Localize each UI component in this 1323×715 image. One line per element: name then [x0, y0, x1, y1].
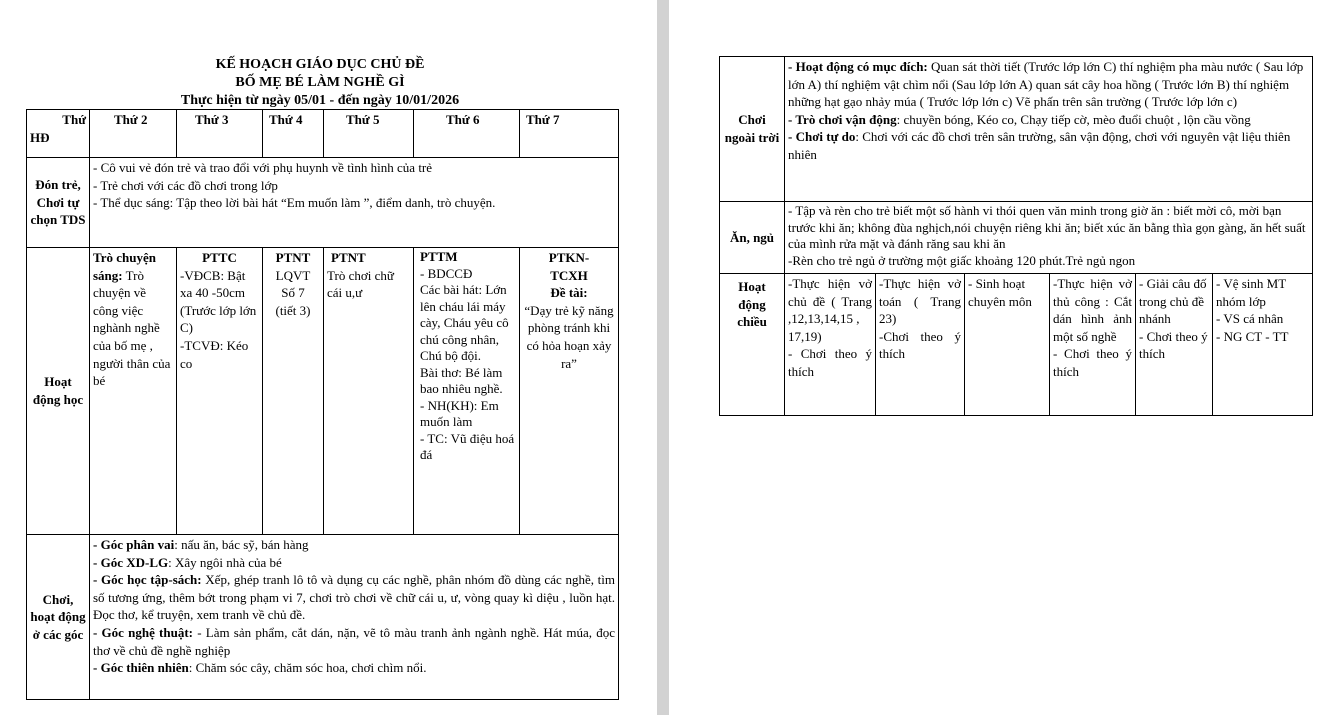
- don-tre-line-2: - Trẻ chơi với các đồ chơi trong lớp: [93, 177, 278, 193]
- hdh-thu-4: [263, 248, 324, 535]
- chieu-thu-5-line-1: -Thực hiện vở thủ công : Cắt dán hình ảnh một số nghề: [1053, 276, 1132, 344]
- hdh-thu-4-line-3: (tiết 3): [275, 302, 311, 318]
- ngoai-troi-item-tu-do-bold: - Chơi tự do: [788, 129, 856, 145]
- ngoai-troi-item-muc-dich-bold: - Hoạt động có mục đích:: [788, 59, 928, 74]
- chieu-thu-7: [1213, 274, 1313, 416]
- an-ngu-line-1: - Tập và rèn cho trẻ biết một số hành vi thói quen văn minh trong giờ ăn : biết mời cô, mời bạn trước khi ăn; không đùa nghịch,nói chuyện riêng khi ăn; biết xúc ăn bằng thìa gọn gàng, ăn hết suất của mình rửa mặt và đánh răng sau khi ăn: [788, 203, 1306, 251]
- chieu-thu-4-line-1: - Sinh hoạt chuyên môn: [968, 276, 1032, 309]
- hdh-thu-7: [520, 248, 619, 535]
- ngoai-troi-content: [785, 57, 1313, 202]
- chieu-thu-2-line-2: 17,19): [788, 328, 822, 344]
- hdh-thu-6: [414, 248, 520, 535]
- goc-item-hoc-tap-text: Xếp, ghép tranh lô tô và dụng cụ các nghề, phân nhóm đồ dùng các nghề, tìm số tương ứng, thêm bớt trong phạm vi 7, chơi trò chơi về chữ cái u, ư, vòng quay kì diệu , luồn hạt. Đọc thơ, kể truyện, xem tranh về chủ đề.: [93, 572, 615, 623]
- hdh-thu-2-bold: Trò chuyện sáng:: [93, 250, 156, 283]
- plan-title: KẾ HOẠCH GIÁO DỤC CHỦ ĐỀ: [215, 57, 425, 72]
- goc-item-nghe-thuat-bold: - Góc nghệ thuật:: [93, 624, 194, 640]
- chieu-thu-7-line-2: - VS cá nhân: [1216, 311, 1284, 327]
- page-gap: [657, 0, 669, 715]
- goc-item-xd-lg-text: : Xây ngôi nhà của bé: [168, 554, 282, 570]
- afternoon-plan-table: [719, 56, 1313, 416]
- goc-item-phan-vai: [93, 536, 615, 554]
- don-tre-label: Đón trẻ, Chơi tự chọn TDS: [27, 158, 90, 248]
- theme-title: BỐ MẸ BÉ LÀM NGHỀ GÌ: [235, 75, 405, 90]
- goc-label: Chơi, hoạt động ở các góc: [27, 535, 90, 700]
- goc-item-hoc-tap: [93, 571, 615, 624]
- don-tre-row: [27, 158, 619, 248]
- ngoai-troi-item-van-dong-text: : chuyền bóng, Kéo co, Chạy tiếp cờ, mèo đuổi chuột , lộn cầu vồng: [896, 111, 1251, 127]
- hdh-thu-7-head-3: Đề tài:: [550, 285, 588, 301]
- hdh-thu-6-line-5: - TC: Vũ điệu hoá đá: [420, 430, 515, 462]
- header-corner-cell: [27, 110, 90, 158]
- don-tre-content: [90, 158, 619, 248]
- chieu-thu-3-line-1: -Thực hiện vở toán ( Trang 23): [879, 276, 961, 327]
- hdh-thu-6-line-4: - NH(KH): Em muốn làm: [420, 397, 499, 429]
- don-tre-line-1: - Cô vui vẻ đón trẻ và trao đổi với phụ huynh về tình hình của trẻ: [93, 160, 433, 175]
- document-page-1: [0, 0, 657, 715]
- document-page-2: [669, 0, 1323, 715]
- chieu-thu-3: [876, 274, 965, 416]
- chieu-thu-5-line-2: - Chơi theo ý thích: [1053, 346, 1132, 379]
- hdh-thu-7-head-1: PTKN-: [548, 250, 590, 265]
- hdh-thu-4-head: PTNT: [275, 250, 311, 265]
- an-ngu-label: Ăn, ngủ: [720, 202, 785, 274]
- hoat-dong-hoc-label: Hoạt động học: [27, 248, 90, 535]
- goc-item-thien-nhien-bold: - Góc thiên nhiên: [93, 660, 189, 676]
- header-thu-4: Thứ 4: [263, 110, 324, 158]
- ngoai-troi-item-muc-dich: [788, 58, 1309, 111]
- hdh-thu-6-head: PTTM: [420, 249, 458, 264]
- goc-row: [27, 535, 619, 700]
- don-tre-line-3: - Thể dục sáng: Tập theo lời bài hát “Em muốn làm ”, điểm danh, trò chuyện.: [93, 195, 496, 211]
- hdh-thu-2-text: Trò chuyện về công việc nghành nghề của bố mẹ , người thân của bé: [93, 267, 171, 389]
- hdh-thu-3-line-1: -VĐCB: Bật xa 40 -50cm (Trước lớp lớn C): [180, 267, 257, 336]
- header-thu-5: Thứ 5: [324, 110, 414, 158]
- hdh-thu-2: [90, 248, 177, 535]
- hdh-thu-3-line-2: -TCVĐ: Kéo co: [180, 337, 249, 371]
- hdh-thu-5-line-1: Trò chơi chữ cái u,ư: [327, 267, 394, 301]
- goc-item-nghe-thuat-text: - Làm sản phẩm, cắt dán, nặn, vẽ tô màu tranh ảnh ngành nghề. Hát múa, đọc thơ về chủ đề nghề nghiệp: [93, 624, 616, 658]
- hdh-thu-6-line-3: Bài thơ: Bé làm bao nhiêu nghề.: [420, 364, 503, 396]
- chieu-row: [720, 274, 1313, 416]
- chieu-thu-2-line-1: -Thực hiện vở chủ đề ( Trang ,12,13,14,15 ,: [788, 276, 872, 327]
- ngoai-troi-item-tu-do-text: : Chơi với các đồ chơi trên sân trường, sân vận động, chơi với nguyên vật liệu thiên nhiên: [788, 129, 1291, 162]
- header-thu: Thứ: [62, 112, 86, 127]
- goc-item-hoc-tap-bold: - Góc học tập-sách:: [93, 572, 202, 588]
- an-ngu-content: [785, 202, 1313, 274]
- hdh-thu-3: [177, 248, 263, 535]
- hdh-thu-7-text: “Dạy trẻ kỹ năng phòng tránh khi có hỏa hoạn xảy ra”: [524, 302, 614, 371]
- goc-item-nghe-thuat: [93, 624, 615, 659]
- hdh-thu-5: [324, 248, 414, 535]
- hdh-thu-5-head: PTNT: [331, 250, 366, 265]
- hdh-thu-6-line-2: Các bài hát: Lớn lên cháu lái máy cày, Cháu yêu cô chú công nhân, Chú bộ đội.: [420, 282, 509, 363]
- chieu-thu-6-line-1: - Giải câu đố trong chủ đề nhánh: [1139, 276, 1207, 327]
- ngoai-troi-item-muc-dich-text: Quan sát thời tiết (Trước lớp lớn C) thí nghiệm pha màu nước ( Sau lớp lớn A) thí nghiệm vật chìm nổi (Sau lớp lớn A) quan sát cây hoa hồng ( Trước lớn B) thí nghiệm những hạt gạo nhảy múa ( Trước lớp lớn c) Vẽ phấn trên sân trường ( Trước lớp lớn c): [788, 59, 1304, 110]
- goc-item-thien-nhien: [93, 659, 615, 677]
- chieu-thu-6-line-2: - Chơi theo ý thích: [1139, 328, 1208, 362]
- ngoai-troi-item-van-dong-bold: - Trò chơi vận động: [788, 111, 897, 127]
- header-hd: HĐ: [30, 129, 50, 145]
- chieu-label: Hoạt động chiều: [720, 274, 785, 416]
- ngoai-troi-item-van-dong: [788, 111, 1309, 129]
- goc-item-thien-nhien-text: : Chăm sóc cây, chăm sóc hoa, chơi chìm nổi.: [188, 660, 427, 676]
- goc-content: [90, 535, 619, 700]
- ngoai-troi-item-tu-do: [788, 128, 1309, 163]
- hdh-thu-4-line-2: Số 7: [281, 285, 305, 301]
- goc-item-phan-vai-text: : nấu ăn, bác sỹ, bán hàng: [174, 537, 309, 552]
- chieu-thu-7-line-3: - NG CT - TT: [1216, 328, 1289, 344]
- an-ngu-row: [720, 202, 1313, 274]
- date-range: Thực hiện từ ngày 05/01 - đến ngày 10/01/2026: [180, 93, 460, 108]
- ngoai-troi-label: Chơi ngoài trời: [720, 57, 785, 202]
- hdh-thu-6-line-1: - BDCCĐ: [420, 265, 473, 281]
- header-row: [27, 110, 619, 158]
- hdh-thu-4-line-1: LQVT: [275, 267, 311, 283]
- goc-item-xd-lg: [93, 554, 615, 572]
- chieu-thu-3-line-2: -Chơi theo ý thích: [879, 328, 961, 362]
- chieu-thu-6: [1136, 274, 1213, 416]
- hdh-thu-3-head: PTTC: [202, 250, 237, 265]
- goc-item-xd-lg-bold: - Góc XD-LG: [93, 554, 169, 570]
- an-ngu-line-2: -Rèn cho trẻ ngủ ở trường một giấc khoảng 120 phút.Trẻ ngủ ngon: [788, 252, 1136, 268]
- header-thu-3: Thứ 3: [177, 110, 263, 158]
- ngoai-troi-row: [720, 57, 1313, 202]
- chieu-thu-5: [1050, 274, 1136, 416]
- chieu-thu-4: [965, 274, 1050, 416]
- weekly-plan-table: [26, 109, 619, 700]
- header-thu-7: Thứ 7: [520, 110, 619, 158]
- header-thu-6: Thứ 6: [414, 110, 520, 158]
- chieu-thu-7-line-1: - Vệ sinh MT nhóm lớp: [1216, 276, 1286, 309]
- goc-item-phan-vai-bold: - Góc phân vai: [93, 537, 175, 552]
- header-thu-2: Thứ 2: [90, 110, 177, 158]
- hoat-dong-hoc-row: [27, 248, 619, 535]
- chieu-thu-2: [785, 274, 876, 416]
- hdh-thu-7-head-2: TCXH: [550, 267, 588, 283]
- chieu-thu-2-line-3: - Chơi theo ý thích: [788, 346, 872, 379]
